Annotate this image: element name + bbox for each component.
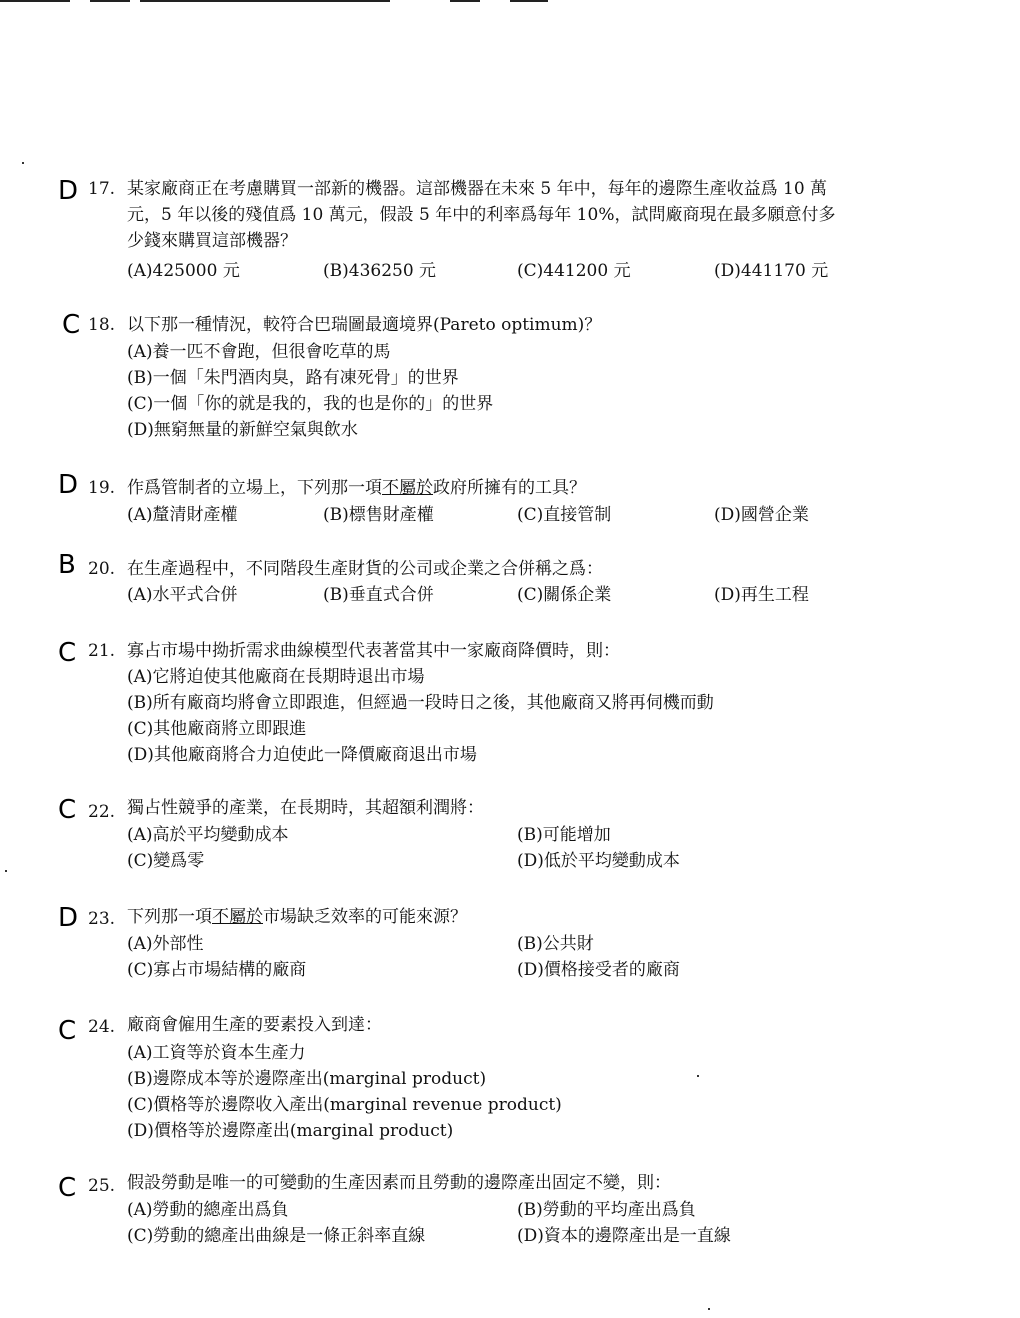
scan-dot <box>22 162 24 164</box>
option-b: (B)所有廠商均將會立即跟進，但經過一段時日之後，其他廠商又將再伺機而動 <box>127 693 714 713</box>
option-b: (B)勞動的平均產出爲負 <box>517 1200 696 1220</box>
question-text <box>127 904 957 930</box>
scan-dot <box>5 870 7 872</box>
scan-line <box>0 0 70 2</box>
option-b: (B)436250 元 <box>323 261 437 281</box>
question-number: 19. <box>88 478 116 498</box>
question-number: 21. <box>88 641 116 661</box>
scan-dot <box>708 1308 710 1310</box>
option-row <box>127 1197 957 1223</box>
question-number: 18. <box>88 315 116 335</box>
option-b: (B)公共財 <box>517 934 594 954</box>
option-a: (A)養一匹不會跑，但很會吃草的馬 <box>127 342 391 362</box>
question-text: 廠商會僱用生產的要素投入到達： <box>127 1015 382 1035</box>
option-a: (A)釐清財產權 <box>127 505 238 525</box>
option-a: (A)水平式合併 <box>127 585 238 605</box>
answer-mark: C <box>62 310 81 340</box>
option-c: (C)價格等於邊際收入產出(marginal revenue product) <box>127 1095 562 1115</box>
option-d: (D)其他廠商將合力迫使此一降價廠商退出市場 <box>127 745 477 765</box>
option-b: (B)一個「朱門酒肉臭，路有凍死骨」的世界 <box>127 368 459 388</box>
question-text-part: 下列那一項 <box>127 907 212 927</box>
options-list <box>127 1040 562 1144</box>
question-line: 少錢來購買這部機器？ <box>127 231 297 251</box>
option-a: (A)勞動的總產出爲負 <box>127 1200 289 1220</box>
question-text: 在生產過程中，不同階段生產財貨的公司或企業之合併稱之爲： <box>127 559 603 579</box>
question-text-part: 政府所擁有的工具？ <box>433 478 586 498</box>
underlined-text: 不屬於 <box>382 478 433 498</box>
option-a: (A)工資等於資本生產力 <box>127 1043 306 1063</box>
scan-line <box>90 0 130 2</box>
answer-mark: B <box>58 550 76 580</box>
question-text <box>127 176 957 254</box>
question-number: 23. <box>88 909 116 929</box>
option-row <box>127 848 957 874</box>
option-row <box>127 931 957 957</box>
option-row <box>127 1223 957 1249</box>
underlined-text: 不屬於 <box>212 907 263 927</box>
question-number: 24. <box>88 1017 116 1037</box>
option-d: (D)無窮無量的新鮮空氣與飲水 <box>127 420 358 440</box>
option-d: (D)441170 元 <box>714 261 829 281</box>
answer-mark: D <box>58 470 79 500</box>
answer-mark: C <box>58 1016 77 1046</box>
option-b: (B)邊際成本等於邊際產出(marginal product) <box>127 1069 487 1089</box>
option-b: (B)標售財產權 <box>323 505 434 525</box>
option-b: (B)可能增加 <box>517 825 611 845</box>
option-c: (C)寡占市場結構的廠商 <box>127 960 307 980</box>
options-list <box>127 664 714 768</box>
question-line: 某家廠商正在考慮購買一部新的機器。這部機器在未來 5 年中，每年的邊際生產收益爲 10 萬 <box>127 179 828 199</box>
option-c: (C)一個「你的就是我的，我的也是你的」的世界 <box>127 394 494 414</box>
option-row <box>127 502 957 528</box>
scan-line <box>140 0 390 2</box>
option-a: (A)它將迫使其他廠商在長期時退出市場 <box>127 667 425 687</box>
scan-line <box>450 0 480 2</box>
answer-mark: C <box>58 638 77 668</box>
answer-mark: C <box>58 1173 77 1203</box>
question-number: 17. <box>88 179 116 199</box>
option-c: (C)其他廠商將立即跟進 <box>127 719 307 739</box>
scan-dot <box>697 1075 699 1077</box>
option-c: (C)變爲零 <box>127 851 205 871</box>
option-c: (C)直接管制 <box>517 505 612 525</box>
options-list <box>127 339 493 443</box>
answer-mark: C <box>58 795 77 825</box>
option-d: (D)再生工程 <box>714 585 809 605</box>
option-a: (A)外部性 <box>127 934 204 954</box>
option-c: (C)441200 元 <box>517 261 631 281</box>
scan-line <box>510 0 548 2</box>
question-text: 寡占市場中拗折需求曲線模型代表著當其中一家廠商降價時，則： <box>127 641 620 661</box>
option-d: (D)價格等於邊際產出(marginal product) <box>127 1121 454 1141</box>
question-text: 以下那一種情況，較符合巴瑞圖最適境界(Pareto optimum)？ <box>127 315 602 335</box>
question-text: 獨占性競爭的產業，在長期時，其超額利潤將： <box>127 798 484 818</box>
option-row <box>127 258 957 284</box>
option-c: (C)勞動的總產出曲線是一條正斜率直線 <box>127 1226 426 1246</box>
option-a: (A)425000 元 <box>127 261 240 281</box>
question-text <box>127 475 957 501</box>
option-row <box>127 822 957 848</box>
option-d: (D)低於平均變動成本 <box>517 851 680 871</box>
question-text-part: 作爲管制者的立場上，下列那一項 <box>127 478 382 498</box>
option-d: (D)資本的邊際產出是一直線 <box>517 1226 731 1246</box>
option-row <box>127 582 957 608</box>
answer-mark: D <box>58 176 79 206</box>
question-number: 20. <box>88 559 116 579</box>
question-number: 25. <box>88 1176 116 1196</box>
answer-mark: D <box>58 903 79 933</box>
question-line: 元，5 年以後的殘值爲 10 萬元，假設 5 年中的利率爲每年 10%，試問廠商現在最多願意付多 <box>127 205 836 225</box>
option-b: (B)垂直式合併 <box>323 585 434 605</box>
option-row <box>127 957 957 983</box>
option-d: (D)國營企業 <box>714 505 809 525</box>
option-a: (A)高於平均變動成本 <box>127 825 289 845</box>
option-c: (C)關係企業 <box>517 585 612 605</box>
option-d: (D)價格接受者的廠商 <box>517 960 680 980</box>
question-number: 22. <box>88 802 116 822</box>
question-text-part: 市場缺乏效率的可能來源？ <box>263 907 467 927</box>
question-text: 假設勞動是唯一的可變動的生產因素而且勞動的邊際產出固定不變，則： <box>127 1173 671 1193</box>
